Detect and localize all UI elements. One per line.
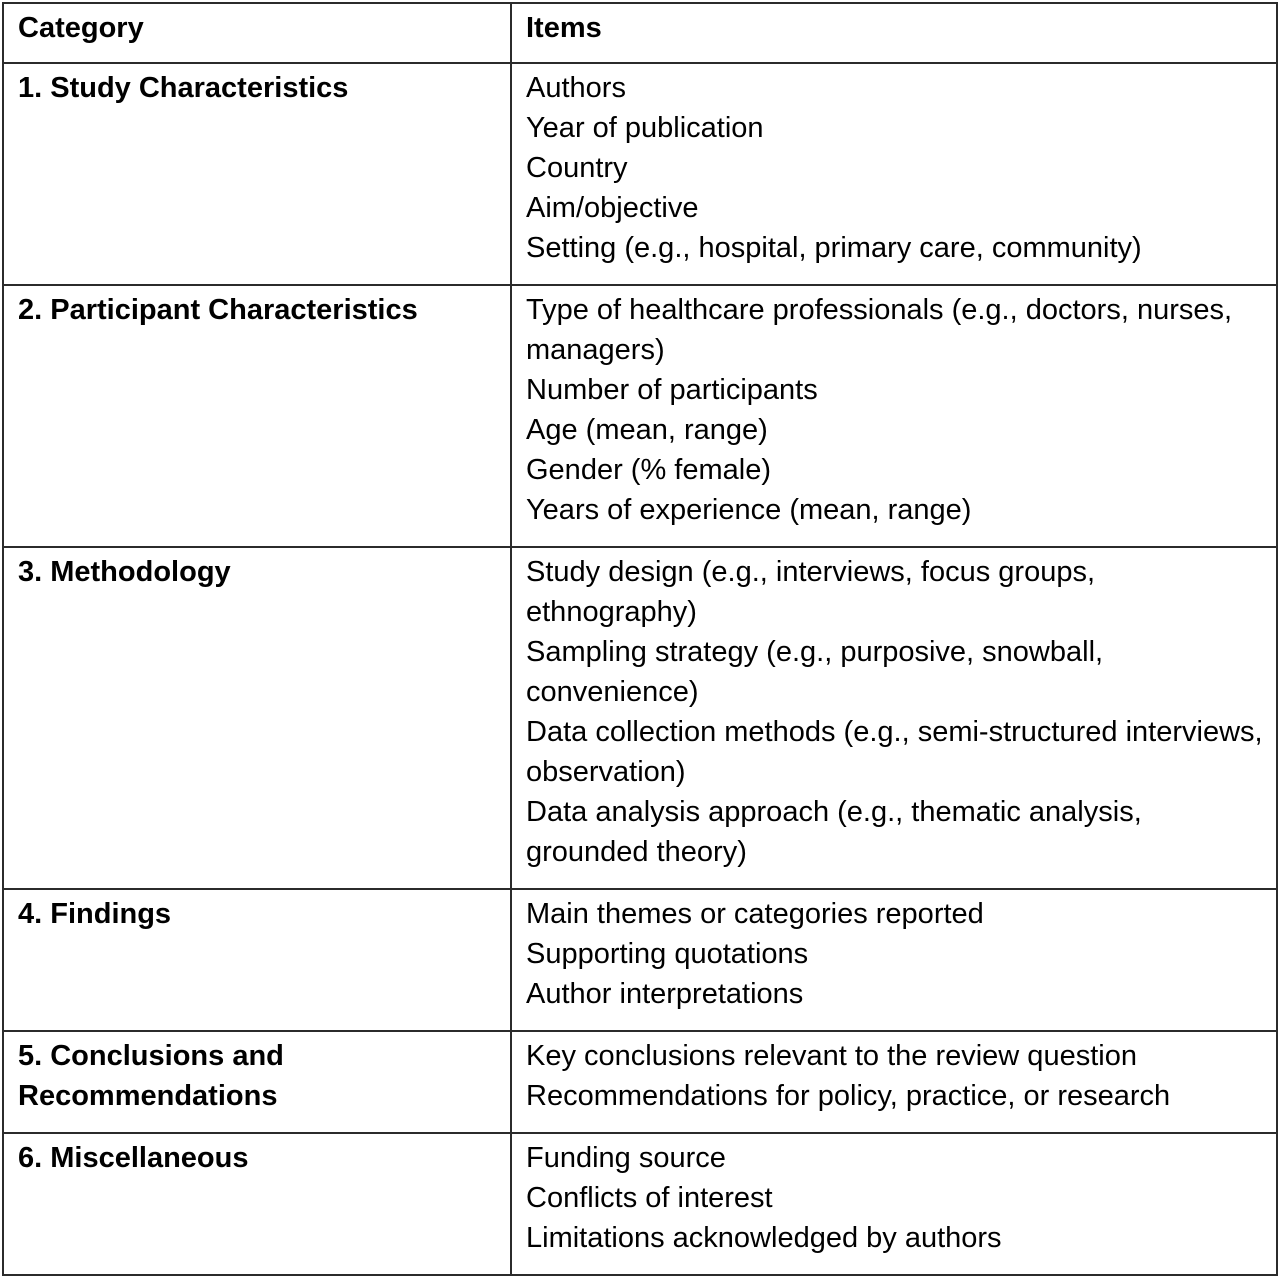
item-text: Author interpretations	[526, 978, 804, 1010]
items-cell	[511, 889, 1277, 1031]
items-cell	[511, 547, 1277, 889]
header-category-cell	[3, 3, 511, 63]
item-text: Years of experience (mean, range)	[526, 494, 972, 526]
item-text: Supporting quotations	[526, 938, 809, 970]
item-text: Recommendations for policy, practice, or research	[526, 1080, 1171, 1112]
items-cell	[511, 1031, 1277, 1133]
item-text: Gender (% female)	[526, 454, 771, 486]
item-text: Age (mean, range)	[526, 414, 768, 446]
table-row	[3, 889, 1277, 1031]
table-row	[3, 1031, 1277, 1133]
item-text: Type of healthcare professionals (e.g., doctors, nurses, managers)	[526, 294, 1233, 366]
header-items-label: Items	[526, 12, 602, 44]
header-items-cell	[511, 3, 1277, 63]
item-text: Aim/objective	[526, 192, 699, 224]
items-cell	[511, 285, 1277, 547]
item-text: Setting (e.g., hospital, primary care, community)	[526, 232, 1142, 264]
item-text: Data collection methods (e.g., semi-structured interviews, observation)	[526, 716, 1263, 788]
item-text: Conflicts of interest	[526, 1182, 773, 1214]
category-cell	[3, 285, 511, 547]
category-label: 1. Study Characteristics	[18, 72, 349, 104]
item-text: Country	[526, 152, 628, 184]
item-text: Limitations acknowledged by authors	[526, 1222, 1002, 1254]
category-label: 4. Findings	[18, 898, 172, 930]
item-text: Sampling strategy (e.g., purposive, snowball, convenience)	[526, 636, 1104, 708]
item-text: Study design (e.g., interviews, focus groups, ethnography)	[526, 556, 1096, 628]
header-category-label: Category	[18, 12, 144, 44]
table-row	[3, 547, 1277, 889]
table-row	[3, 285, 1277, 547]
table-header-row	[3, 3, 1277, 63]
category-cell	[3, 547, 511, 889]
item-text: Authors	[526, 72, 626, 104]
category-label: 6. Miscellaneous	[18, 1142, 249, 1174]
items-cell	[511, 63, 1277, 285]
item-text: Year of publication	[526, 112, 764, 144]
item-text: Main themes or categories reported	[526, 898, 984, 930]
items-cell	[511, 1133, 1277, 1275]
table-row	[3, 63, 1277, 285]
table-row	[3, 1133, 1277, 1275]
category-cell	[3, 63, 511, 285]
category-label: 2. Participant Characteristics	[18, 294, 418, 326]
data-extraction-table	[2, 2, 1278, 1276]
category-cell	[3, 1031, 511, 1133]
item-text: Funding source	[526, 1142, 726, 1174]
category-label: 5. Conclusions and Recommendations	[18, 1040, 284, 1112]
category-label: 3. Methodology	[18, 556, 231, 588]
item-text: Data analysis approach (e.g., thematic analysis, grounded theory)	[526, 796, 1142, 868]
category-cell	[3, 889, 511, 1031]
item-text: Number of participants	[526, 374, 818, 406]
category-cell	[3, 1133, 511, 1275]
item-text: Key conclusions relevant to the review question	[526, 1040, 1137, 1072]
